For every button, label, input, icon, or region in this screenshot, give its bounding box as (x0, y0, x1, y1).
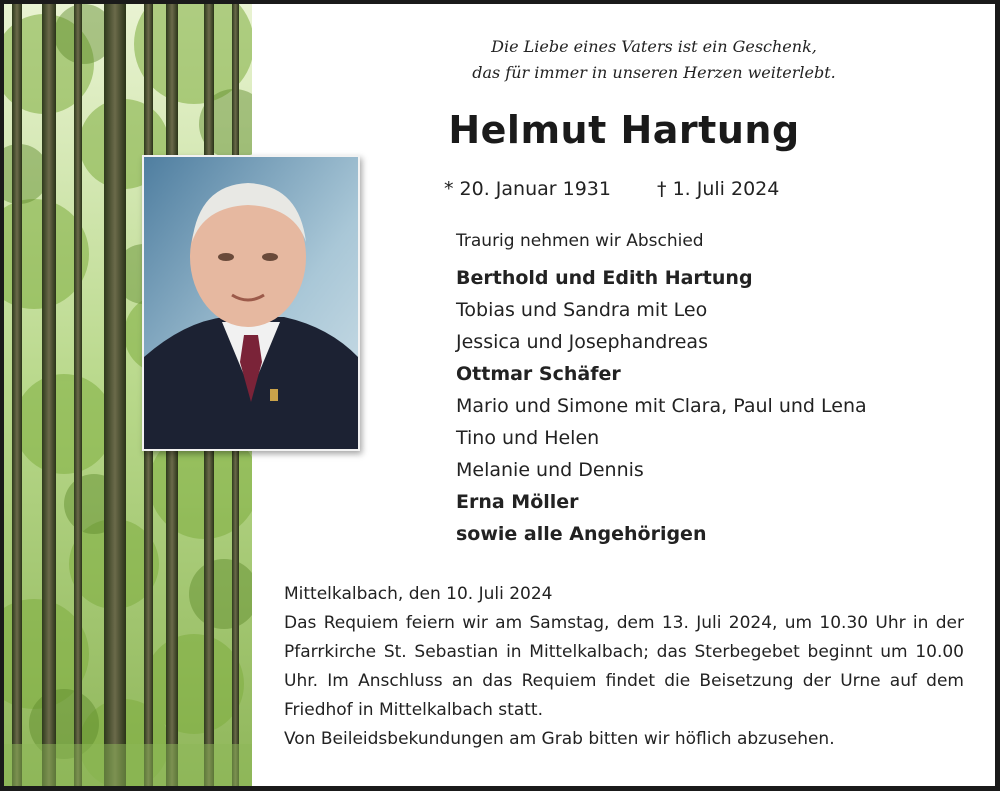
quote-line-1: Die Liebe eines Vaters ist ein Geschenk, (491, 37, 817, 56)
mourners-intro: Traurig nehmen wir Abschied (456, 231, 704, 251)
death-date: † 1. Juli 2024 (657, 178, 780, 200)
footer (284, 580, 964, 754)
mourner-entry: Jessica und Josephandreas (456, 331, 708, 353)
mourners-list (456, 228, 867, 550)
quote (384, 34, 924, 86)
place-date: Mittelkalbach, den 10. Juli 2024 (284, 584, 553, 604)
life-dates (444, 178, 779, 200)
mourner-entry: Tino und Helen (456, 427, 600, 449)
condolence-note: Von Beileidsbekundungen am Grab bitten wir höflich abzusehen. (284, 729, 835, 749)
quote-line-2: das für immer in unseren Herzen weiterlebt. (472, 63, 836, 82)
mourner-entry: Melanie und Dennis (456, 459, 644, 481)
birth-date: * 20. Januar 1931 (444, 178, 611, 200)
requiem-details: Das Requiem feiern wir am Samstag, dem 13. Juli 2024, um 10.30 Uhr in der Pfarrkirche St. Sebastian in Mittelkalbach; das Sterbegebet beginnt um 10.00 Uhr. Im Anschluss an das Requiem findet die Beisetzung der Urne auf dem Friedhof in Mittelkalbach statt. (284, 613, 964, 720)
mourner-entry: Erna Möller (456, 491, 579, 513)
obituary-card (4, 4, 995, 786)
mourner-entry: Tobias und Sandra mit Leo (456, 299, 708, 321)
mourner-entry: Berthold und Edith Hartung (456, 267, 753, 289)
deceased-name: Helmut Hartung (448, 108, 800, 152)
mourner-entry: Ottmar Schäfer (456, 363, 621, 385)
portrait-photo (142, 155, 360, 451)
mourner-entry: Mario und Simone mit Clara, Paul und Lena (456, 395, 867, 417)
mourner-entries (456, 262, 867, 550)
mourner-entry: sowie alle Angehörigen (456, 523, 707, 545)
